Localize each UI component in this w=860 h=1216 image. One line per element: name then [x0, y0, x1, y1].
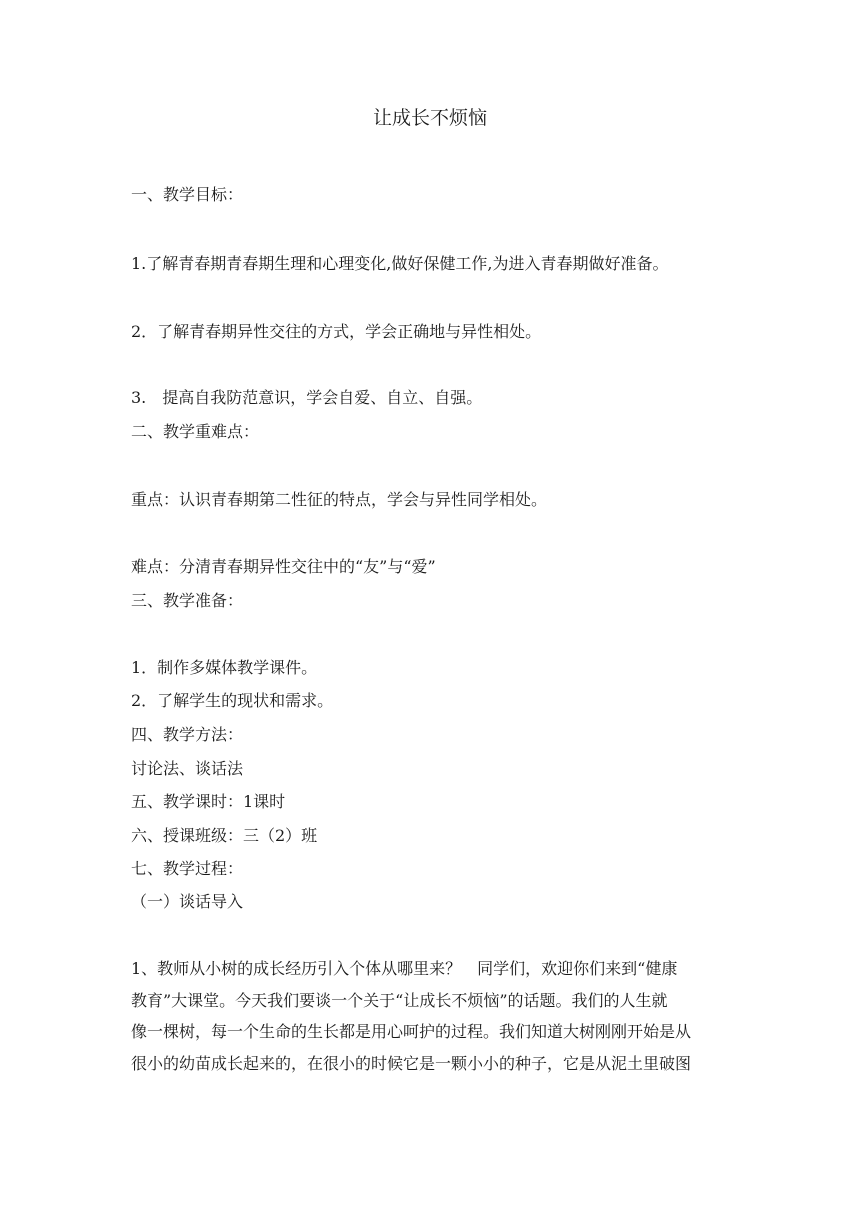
preparation-item-2: 2．了解学生的现状和需求。: [131, 691, 334, 710]
section-heading-objectives: 一、教学目标：: [131, 185, 244, 204]
key-point: 重点：认识青春期第二性征的特点，学会与异性同学相处。: [131, 490, 548, 509]
objective-item-3: 3. 提高自我防范意识，学会自爱、自立、自强。: [131, 388, 483, 407]
intro-paragraph: [131, 953, 743, 1079]
section-heading-key-points: 二、教学重难点：: [131, 422, 260, 441]
section-heading-class-hours: 五、教学课时：1课时: [131, 792, 286, 811]
objective-item-1: 1.了解青春期青春期生理和心理变化,做好保健工作,为进入青春期做好准备。: [131, 254, 669, 273]
methods-text: 讨论法、谈话法: [131, 759, 244, 778]
paragraph-line: 教育”大课堂。今天我们要谈一个关于“让成长不烦恼”的话题。我们的人生就: [131, 990, 668, 1010]
section-heading-methods: 四、教学方法：: [131, 725, 244, 744]
section-heading-process: 七、教学过程：: [131, 859, 244, 878]
subsection-heading-intro: （一）谈话导入: [131, 892, 244, 911]
preparation-item-1: 1．制作多媒体教学课件。: [131, 658, 318, 677]
document-title: 让成长不烦恼: [372, 107, 487, 129]
section-heading-preparation: 三、教学准备：: [131, 591, 244, 610]
paragraph-line: 很小的幼苗成长起来的，在很小的时候它是一颗小小的种子，它是从泥土里破图: [131, 1053, 692, 1073]
paragraph-line: 像一棵树，每一个生命的生长都是用心呵护的过程。我们知道大树刚刚开始是从: [131, 1022, 692, 1042]
paragraph-line: 1、教师从小树的成长经历引入个体从哪里来？ 同学们，欢迎你们来到“健康: [131, 959, 678, 978]
objective-item-2: 2．了解青春期异性交往的方式，学会正确地与异性相处。: [131, 322, 542, 341]
section-heading-class: 六、授课班级：三（2）班: [131, 826, 318, 845]
difficult-point: 难点：分清青春期异性交往中的“友”与“爱”: [131, 557, 436, 576]
